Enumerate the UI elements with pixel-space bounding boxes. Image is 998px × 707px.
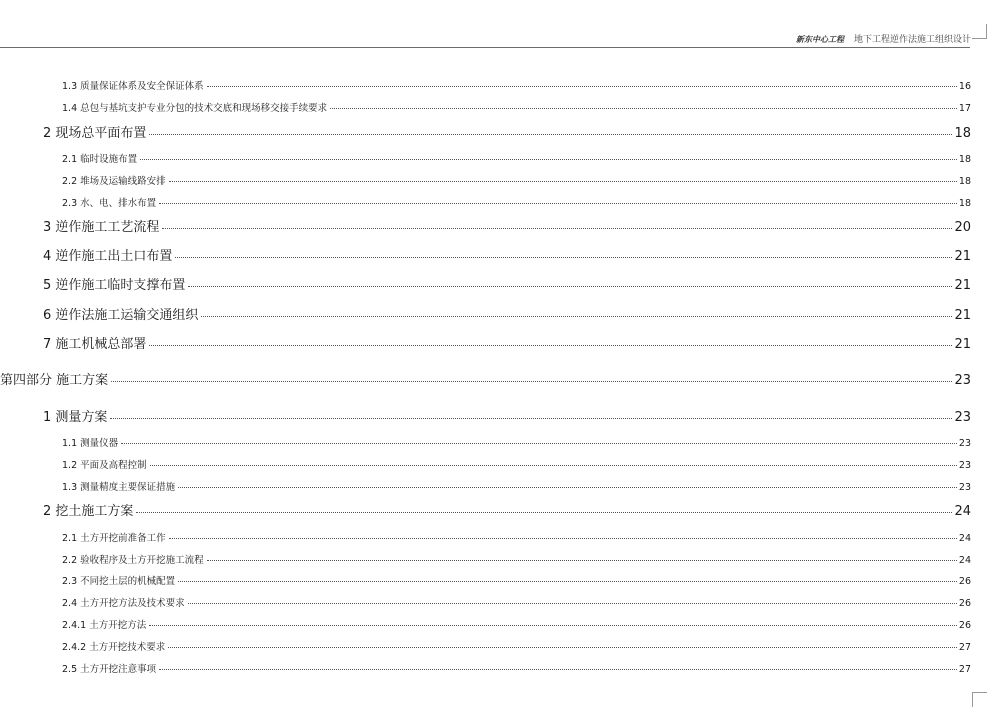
toc-dot-leader	[169, 538, 957, 539]
toc-entry[interactable]	[62, 195, 971, 209]
toc-entry-label: 2.4.1 土方开挖方法	[62, 620, 147, 631]
toc-entry-label: 4 逆作施工出土口布置	[43, 249, 173, 264]
toc-dot-leader	[201, 316, 952, 317]
toc-dot-leader	[169, 181, 957, 182]
page-header	[796, 32, 971, 45]
toc-entry-label: 5 逆作施工临时支撑布置	[43, 278, 186, 293]
toc-page-number: 27	[958, 642, 971, 653]
toc-page-number: 26	[958, 576, 971, 587]
toc-entry-label: 2.2 验收程序及土方开挖施工流程	[62, 555, 204, 566]
toc-entry-label: 2 挖土施工方案	[43, 504, 134, 519]
toc-entry[interactable]	[62, 479, 971, 493]
toc-page-number: 27	[958, 664, 971, 675]
toc-entry-label: 1.1 测量仪器	[62, 438, 119, 449]
toc-entry-label: 2.5 土方开挖注意事项	[62, 664, 157, 675]
toc-entry[interactable]	[62, 661, 971, 675]
toc-dot-leader	[149, 345, 952, 346]
toc-entry-label: 2 现场总平面布置	[43, 126, 147, 141]
toc-dot-leader	[188, 286, 952, 287]
toc-dot-leader	[150, 465, 957, 466]
toc-entry[interactable]	[62, 617, 971, 631]
toc-page-number: 23	[958, 460, 971, 471]
toc-entry[interactable]	[43, 500, 971, 519]
toc-page-number: 24	[958, 533, 971, 544]
toc-entry-label: 3 逆作施工工艺流程	[43, 220, 160, 235]
toc-page-number: 26	[958, 598, 971, 609]
toc-dot-leader	[111, 381, 952, 382]
toc-page-number: 23	[954, 373, 971, 388]
toc-page-number: 24	[954, 504, 971, 519]
toc-entry[interactable]	[62, 552, 971, 566]
toc-page-number: 23	[958, 438, 971, 449]
toc-entry-label: 第四部分 施工方案	[0, 373, 109, 388]
toc-dot-leader	[159, 669, 957, 670]
toc-entry[interactable]	[62, 530, 971, 544]
toc-dot-leader	[162, 228, 952, 229]
toc-entry[interactable]	[0, 369, 971, 388]
toc-dot-leader	[207, 86, 957, 87]
toc-dot-leader	[136, 512, 952, 513]
toc-entry-label: 1.3 质量保证体系及安全保证体系	[62, 81, 204, 92]
toc-page-number: 24	[958, 555, 971, 566]
toc-dot-leader	[110, 418, 952, 419]
toc-dot-leader	[178, 581, 957, 582]
toc-entry[interactable]	[43, 304, 971, 323]
toc-page-number: 18	[954, 126, 971, 141]
toc-dot-leader	[121, 443, 957, 444]
toc-entry[interactable]	[62, 173, 971, 187]
toc-entry[interactable]	[43, 245, 971, 264]
page-corner-mark-bottom	[972, 692, 987, 707]
toc-entry[interactable]	[43, 216, 971, 235]
toc-entry[interactable]	[62, 573, 971, 587]
toc-dot-leader	[140, 159, 957, 160]
toc-dot-leader	[149, 625, 957, 626]
toc-page-number: 21	[954, 337, 971, 352]
toc-entry-label: 2.3 不同挖土层的机械配置	[62, 576, 176, 587]
toc-page-number: 21	[954, 249, 971, 264]
toc-entry[interactable]	[62, 151, 971, 165]
toc-entry-label: 1.3 测量精度主要保证措施	[62, 482, 176, 493]
toc-page-number: 20	[954, 220, 971, 235]
toc-dot-leader	[149, 134, 952, 135]
toc-page-number: 26	[958, 620, 971, 631]
toc-entry[interactable]	[62, 435, 971, 449]
toc-entry[interactable]	[43, 333, 971, 352]
toc-entry-label: 1.2 平面及高程控制	[62, 460, 147, 471]
toc-page-number: 21	[954, 278, 971, 293]
toc-dot-leader	[168, 647, 957, 648]
toc-entry[interactable]	[62, 639, 971, 653]
header-doc-title: 地下工程逆作法施工组织设计	[853, 35, 971, 45]
toc-entry[interactable]	[62, 457, 971, 471]
toc-dot-leader	[175, 257, 952, 258]
toc-entry[interactable]	[43, 406, 971, 425]
toc-entry-label: 1.4 总包与基坑支护专业分包的技术交底和现场移交接手续要求	[62, 103, 328, 114]
header-logo: 新东中心工程	[795, 34, 844, 44]
toc-entry-label: 2.4.2 土方开挖技术要求	[62, 642, 166, 653]
toc-entry[interactable]	[62, 100, 971, 114]
toc-dot-leader	[207, 560, 957, 561]
toc-entry-label: 2.4 土方开挖方法及技术要求	[62, 598, 185, 609]
toc-page-number: 17	[958, 103, 971, 114]
toc-page-number: 18	[958, 176, 971, 187]
toc-entry[interactable]	[62, 78, 971, 92]
toc-entry-label: 2.3 水、电、排水布置	[62, 198, 157, 209]
toc-entry-label: 2.2 堆场及运输线路安排	[62, 176, 166, 187]
toc-page-number: 18	[958, 154, 971, 165]
toc-entry[interactable]	[43, 274, 971, 293]
page-corner-mark-top	[972, 24, 987, 39]
toc-entry-label: 1 测量方案	[43, 410, 108, 425]
header-rule	[0, 47, 970, 48]
toc-dot-leader	[188, 603, 957, 604]
toc-page-number: 18	[958, 198, 971, 209]
toc-dot-leader	[159, 203, 957, 204]
toc-entry-label: 6 逆作法施工运输交通组织	[43, 308, 199, 323]
toc-dot-leader	[330, 108, 957, 109]
toc-page-number: 21	[954, 308, 971, 323]
toc-page-number: 23	[954, 410, 971, 425]
toc-entry-label: 2.1 临时设施布置	[62, 154, 138, 165]
toc-entry-label: 7 施工机械总部署	[43, 337, 147, 352]
toc-entry-label: 2.1 土方开挖前准备工作	[62, 533, 166, 544]
toc-entry[interactable]	[62, 595, 971, 609]
toc-dot-leader	[178, 487, 957, 488]
toc-entry[interactable]	[43, 122, 971, 141]
toc-page-number: 23	[958, 482, 971, 493]
toc-page-number: 16	[958, 81, 971, 92]
